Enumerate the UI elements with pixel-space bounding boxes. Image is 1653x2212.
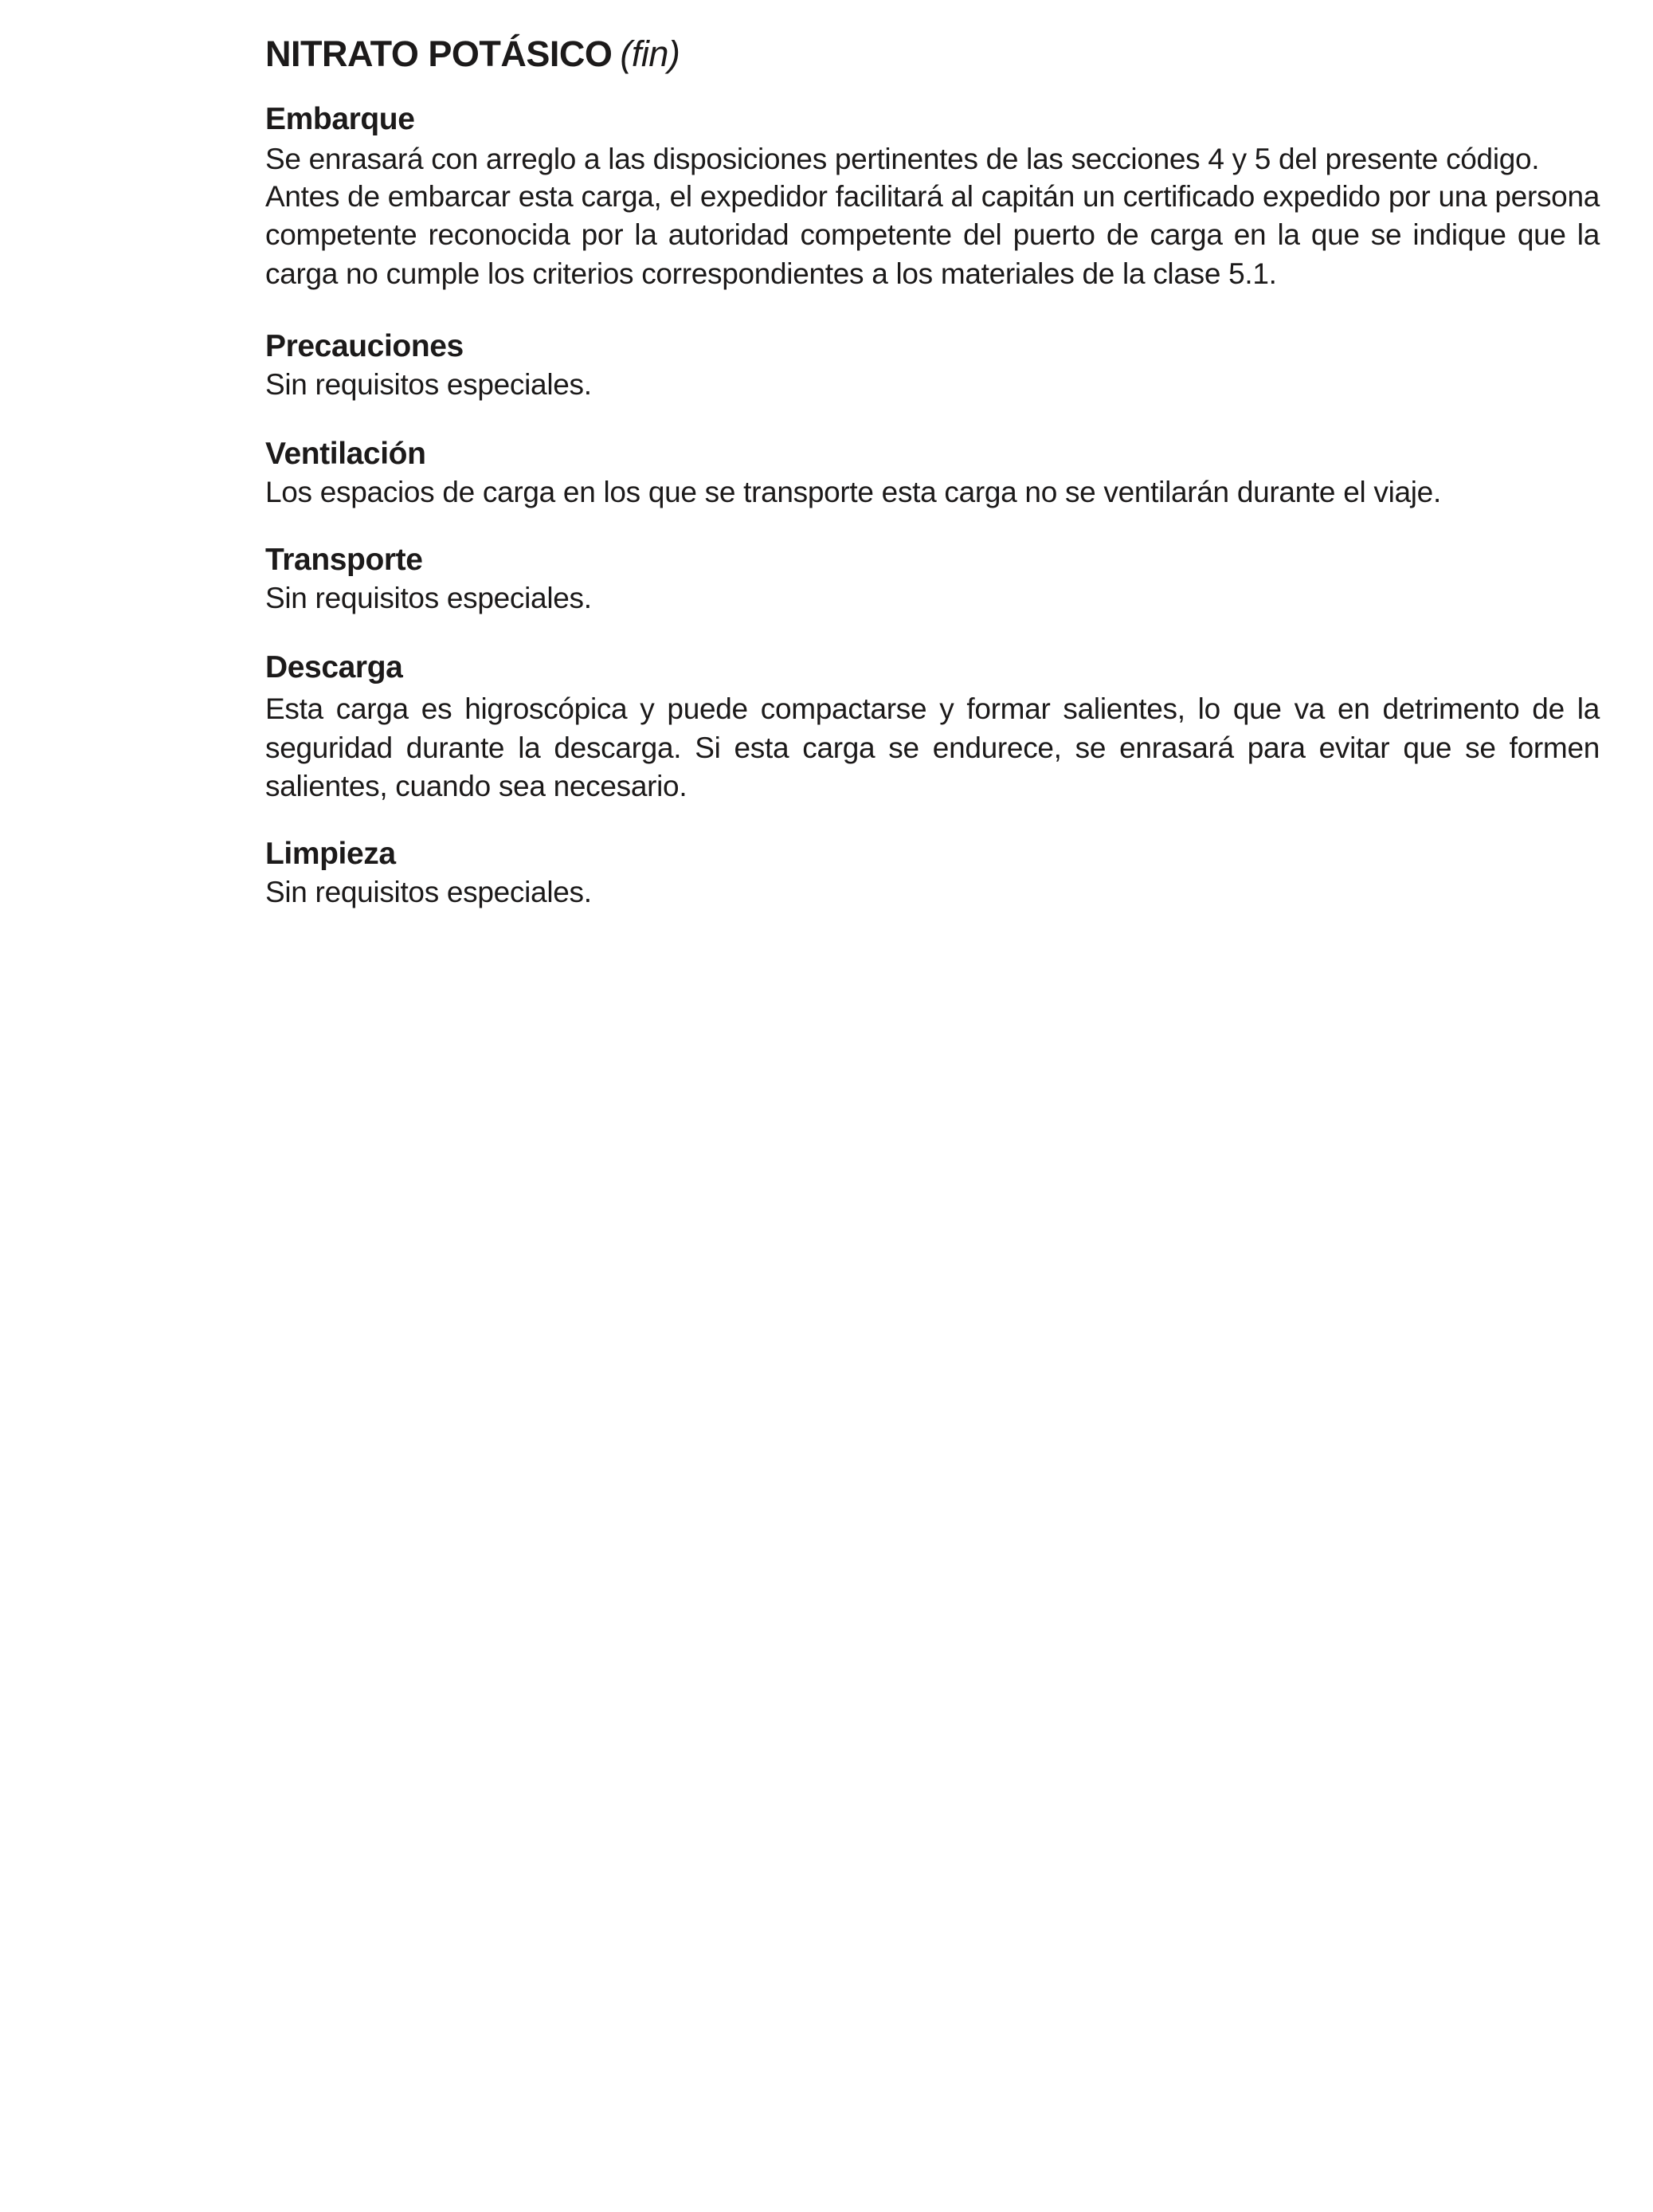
section-body [265, 690, 1600, 806]
section-heading: Ventilación [265, 437, 426, 471]
paragraph: Esta carga es higroscópica y puede compactarse y formar salientes, lo que va en detrimento de la seguridad durante la descarga. Si esta carga se endurece, se enrasará para evitar que se formen salientes, cuando sea necesario. [265, 692, 1600, 802]
section-heading: Transporte [265, 543, 423, 577]
section-body [265, 579, 1600, 618]
page-title-suffix: (fin) [620, 33, 680, 74]
paragraph: Los espacios de carga en los que se transporte esta carga no se ventilarán durante el viaje. [265, 476, 1441, 508]
paragraph: Sin requisitos especiales. [265, 876, 592, 908]
section-body [265, 873, 1600, 912]
paragraph: Sin requisitos especiales. [265, 368, 592, 401]
paragraph: Sin requisitos especiales. [265, 582, 592, 614]
section-precauciones [265, 327, 1600, 405]
section-body [265, 366, 1600, 405]
section-heading: Descarga [265, 650, 403, 684]
section-transporte [265, 541, 1600, 618]
section-limpieza [265, 835, 1600, 912]
section-descarga [265, 649, 1600, 806]
page-title [265, 32, 680, 76]
paragraph: Antes de embarcar esta carga, el expedidor facilitará al capitán un certificado expedido por una persona competente reconocida por la autoridad competente del puerto de carga en la que se indique que la carga no cumple los criterios correspondientes a los materiales de la clase 5.1. [265, 179, 1600, 290]
section-body [265, 140, 1600, 293]
paragraph: Se enrasará con arreglo a las disposiciones pertinentes de las secciones 4 y 5 del presente código. [265, 143, 1540, 175]
page-title-text: NITRATO POTÁSICO [265, 33, 613, 74]
section-heading: Embarque [265, 102, 415, 136]
section-body [265, 473, 1600, 512]
section-embarque [265, 100, 1600, 293]
section-ventilacion [265, 435, 1600, 512]
section-heading: Precauciones [265, 329, 464, 363]
section-heading: Limpieza [265, 837, 396, 871]
